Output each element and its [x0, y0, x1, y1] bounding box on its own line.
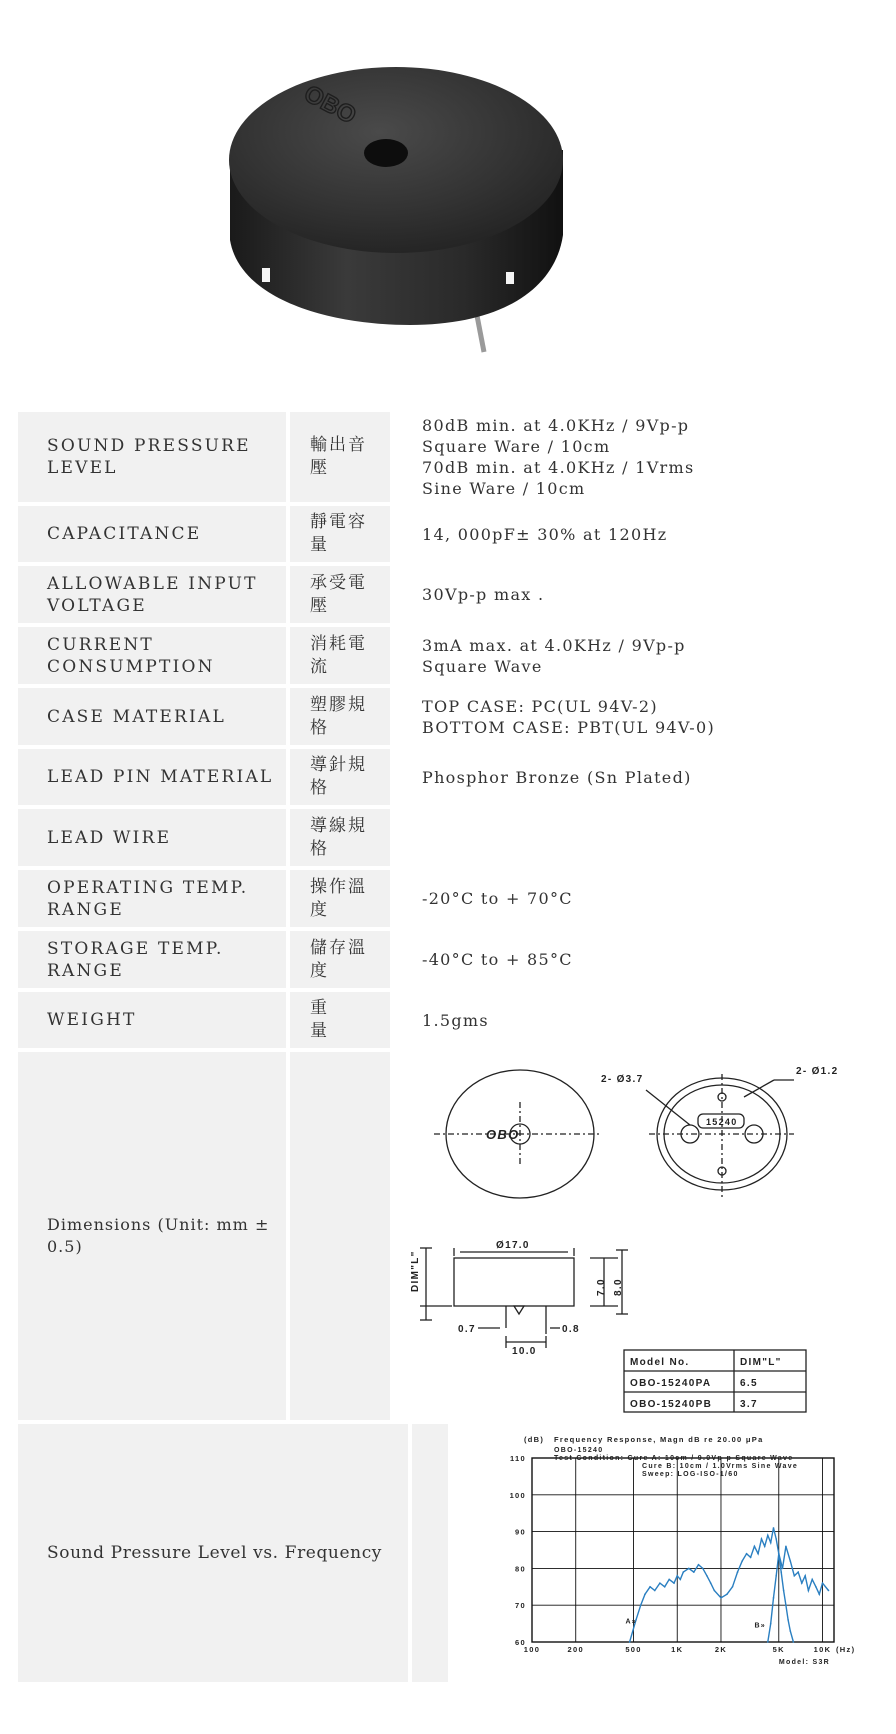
- series-point-a: [664, 1586, 666, 1588]
- series-point-a: [741, 1560, 743, 1562]
- series-point-a: [710, 1582, 712, 1584]
- y-tick-label: 100: [509, 1490, 526, 1500]
- series-point-a: [757, 1553, 759, 1555]
- series-point-a: [659, 1582, 661, 1584]
- spec-row-storage-temp: [18, 931, 872, 992]
- frequency-spacer: [412, 1424, 452, 1682]
- series-point-a: [673, 1582, 675, 1584]
- series-point-a: [789, 1560, 791, 1562]
- spec-row-frequency: [18, 1424, 872, 1682]
- logo-text: OBO: [486, 1127, 520, 1142]
- series-point-a: [698, 1564, 700, 1566]
- x-tick-label: 10K: [813, 1645, 832, 1654]
- series-point-a: [676, 1575, 678, 1577]
- part-marking: 15240: [706, 1117, 738, 1127]
- spec-label-cn: 消耗電 流: [290, 627, 394, 684]
- series-point-b: [785, 1604, 787, 1606]
- spec-row-lead-wire: [18, 809, 872, 870]
- series-point-b: [793, 1641, 795, 1643]
- spec-table: [18, 412, 872, 1682]
- model-label: Model: S3R: [778, 1659, 830, 1666]
- y-axis-label: (dB): [524, 1435, 545, 1444]
- spec-label-cn: 導線規 格: [290, 809, 394, 866]
- series-point-a: [746, 1553, 748, 1555]
- spec-label: LEAD PIN MATERIAL: [18, 749, 290, 805]
- pin-a-label: 0.7: [458, 1324, 476, 1335]
- series-point-a: [640, 1604, 642, 1606]
- spec-label: CASE MATERIAL: [18, 688, 290, 745]
- x-tick-label: 2K: [714, 1645, 728, 1654]
- series-point-a: [801, 1582, 803, 1584]
- series-point-a: [775, 1538, 777, 1540]
- y-tick-label: 90: [515, 1527, 526, 1537]
- dim-h1: 7.0: [596, 1278, 607, 1296]
- dim-h2: 8.0: [613, 1278, 624, 1296]
- series-point-a: [804, 1575, 806, 1577]
- chart-note: OBO-15240: [554, 1447, 604, 1454]
- series-point-a: [644, 1593, 646, 1595]
- frequency-chart: [452, 1424, 872, 1682]
- spec-row-capacitance: [18, 506, 872, 566]
- series-point-a: [706, 1575, 708, 1577]
- spec-row-weight: [18, 992, 872, 1052]
- series-point-a: [702, 1568, 704, 1570]
- spec-value: 3mA max. at 4.0KHz / 9Vp-p Square Wave: [394, 627, 872, 684]
- y-tick-label: 80: [515, 1564, 526, 1574]
- x-tick-label: 500: [625, 1645, 642, 1654]
- spec-row-input-voltage: [18, 566, 872, 627]
- series-point-a: [680, 1579, 682, 1581]
- height-label: DIM"L": [410, 1250, 421, 1292]
- spec-label-cn: 輸出音 壓: [290, 412, 394, 502]
- series-point-a: [688, 1568, 690, 1570]
- spec-label-cn: 重 量: [290, 992, 394, 1048]
- dimensions-cn-cell: [290, 1052, 394, 1420]
- series-point-a: [815, 1586, 817, 1588]
- spec-label: STORAGE TEMP. RANGE: [18, 931, 290, 988]
- pin-b-label: 0.8: [562, 1324, 580, 1335]
- y-tick-label: 70: [515, 1601, 526, 1611]
- spec-row-sound-pressure: [18, 412, 872, 506]
- series-label-a: A»: [625, 1618, 638, 1626]
- product-photo: [0, 0, 896, 410]
- table-cell: OBO-15240PB: [630, 1399, 713, 1410]
- series-point-a: [811, 1579, 813, 1581]
- series-line-b: [768, 1554, 794, 1642]
- spec-label: WEIGHT: [18, 992, 290, 1048]
- pin-pitch-label: 10.0: [512, 1346, 537, 1357]
- table-cell: OBO-15240PA: [630, 1378, 712, 1389]
- series-point-b: [787, 1619, 789, 1621]
- series-point-a: [773, 1527, 775, 1529]
- series-label-b: B»: [754, 1622, 767, 1630]
- frequency-chart-svg: [452, 1424, 864, 1682]
- spec-value: 14, 000pF± 30% at 120Hz: [394, 506, 872, 562]
- series-point-a: [785, 1546, 787, 1548]
- series-point-a: [732, 1586, 734, 1588]
- spec-label-cn: 導針規 格: [290, 749, 394, 805]
- series-point-a: [726, 1593, 728, 1595]
- series-point-a: [649, 1586, 651, 1588]
- plot-frame: [532, 1458, 834, 1642]
- pin-callout: 2- Ø1.2: [796, 1066, 839, 1077]
- series-point-b: [775, 1575, 777, 1577]
- frequency-label: Sound Pressure Level vs. Frequency: [18, 1424, 412, 1682]
- series-point-a: [828, 1590, 830, 1592]
- spec-value: TOP CASE: PC(UL 94V-2) BOTTOM CASE: PBT(UL 94V-0): [394, 688, 872, 745]
- series-point-b: [778, 1553, 780, 1555]
- hole-callout: 2- Ø3.7: [601, 1074, 644, 1085]
- spec-label: LEAD WIRE: [18, 809, 290, 866]
- chart-title: Frequency Response, Magn dB re 20.00 μPa: [554, 1435, 764, 1444]
- spec-label-cn: 操作溫 度: [290, 870, 394, 927]
- series-point-a: [629, 1641, 631, 1643]
- series-point-a: [794, 1575, 796, 1577]
- x-tick-label: 1K: [671, 1645, 684, 1654]
- series-point-a: [750, 1557, 752, 1559]
- series-point-a: [797, 1571, 799, 1573]
- series-point-a: [654, 1590, 656, 1592]
- series-point-a: [767, 1534, 769, 1536]
- spec-value: -40°C to + 85°C: [394, 931, 872, 988]
- table-cell: 3.7: [740, 1399, 758, 1410]
- spec-value: 1.5gms: [394, 992, 872, 1048]
- series-point-a: [770, 1542, 772, 1544]
- spec-label-cn: 塑膠規 格: [290, 688, 394, 745]
- spec-label: CURRENT CONSUMPTION: [18, 627, 290, 684]
- chart-note: Cure B: 10cm / 1.0Vrms Sine Wave: [642, 1463, 799, 1470]
- series-point-a: [822, 1582, 824, 1584]
- y-tick-label: 110: [510, 1454, 526, 1463]
- x-tick-label: 200: [567, 1645, 584, 1654]
- chart-note: Test Condition: Cure A: 10cm / 9.0Vp-p Square Wave: [554, 1455, 794, 1462]
- spec-row-case-material: [18, 688, 872, 749]
- spec-value: Phosphor Bronze (Sn Plated): [394, 749, 872, 805]
- series-point-b: [770, 1623, 772, 1625]
- series-point-b: [780, 1571, 782, 1573]
- y-tick-label: 60: [515, 1638, 526, 1647]
- series-point-a: [754, 1546, 756, 1548]
- series-point-a: [761, 1538, 763, 1540]
- spec-row-dimensions: [18, 1052, 872, 1424]
- table-header-dim: DIM"L": [740, 1357, 782, 1368]
- x-tick-label: 100: [523, 1645, 541, 1654]
- spec-value: [394, 809, 872, 866]
- buzzer-image: [0, 0, 896, 410]
- spec-value: 80dB min. at 4.0KHz / 9Vp-p Square Ware / 10cm 70dB min. at 4.0KHz / 1Vrms Sine Ware / 10cm: [394, 412, 872, 502]
- spec-label-cn: 靜電容 量: [290, 506, 394, 562]
- spec-label-cn: 儲存溫 度: [290, 931, 394, 988]
- series-point-a: [693, 1571, 695, 1573]
- dimensions-drawing: [394, 1052, 872, 1420]
- spec-label: OPERATING TEMP. RANGE: [18, 870, 290, 927]
- spec-value: 30Vp-p max .: [394, 566, 872, 623]
- sound-hole: [364, 139, 408, 167]
- series-point-b: [789, 1630, 791, 1632]
- spec-row-operating-temp: [18, 870, 872, 931]
- spec-label-cn: 承受電 壓: [290, 566, 394, 623]
- chart-note: Sweep: LOG-ISO-1/60: [642, 1471, 739, 1478]
- spec-label: ALLOWABLE INPUT VOLTAGE: [18, 566, 290, 623]
- series-point-a: [782, 1568, 784, 1570]
- spec-label: SOUND PRESSURE LEVEL: [18, 412, 290, 502]
- x-tick-label: 5K: [772, 1645, 785, 1654]
- x-axis-label: (Hz): [836, 1645, 856, 1654]
- series-point-a: [668, 1579, 670, 1581]
- dimensions-label: Dimensions (Unit: mm ± 0.5): [18, 1052, 290, 1420]
- series-line-a: [630, 1528, 829, 1642]
- spec-row-current: [18, 627, 872, 688]
- diameter-label: Ø17.0: [496, 1240, 530, 1251]
- series-point-b: [783, 1590, 785, 1592]
- series-point-a: [737, 1571, 739, 1573]
- series-point-a: [682, 1571, 684, 1573]
- spec-label: CAPACITANCE: [18, 506, 290, 562]
- series-point-b: [773, 1597, 775, 1599]
- series-point-b: [767, 1641, 769, 1643]
- series-point-a: [714, 1590, 716, 1592]
- side-view-body: [454, 1258, 574, 1306]
- series-point-a: [720, 1597, 722, 1599]
- table-cell: 6.5: [740, 1378, 758, 1389]
- spec-row-lead-pin: [18, 749, 872, 809]
- spec-value: -20°C to + 70°C: [394, 870, 872, 927]
- table-header-model: Model No.: [630, 1357, 690, 1368]
- series-point-a: [764, 1546, 766, 1548]
- dimension-drawing-svg: [394, 1052, 872, 1420]
- logo-emboss: OBO: [299, 80, 361, 130]
- series-point-a: [818, 1593, 820, 1595]
- series-point-a: [808, 1590, 810, 1592]
